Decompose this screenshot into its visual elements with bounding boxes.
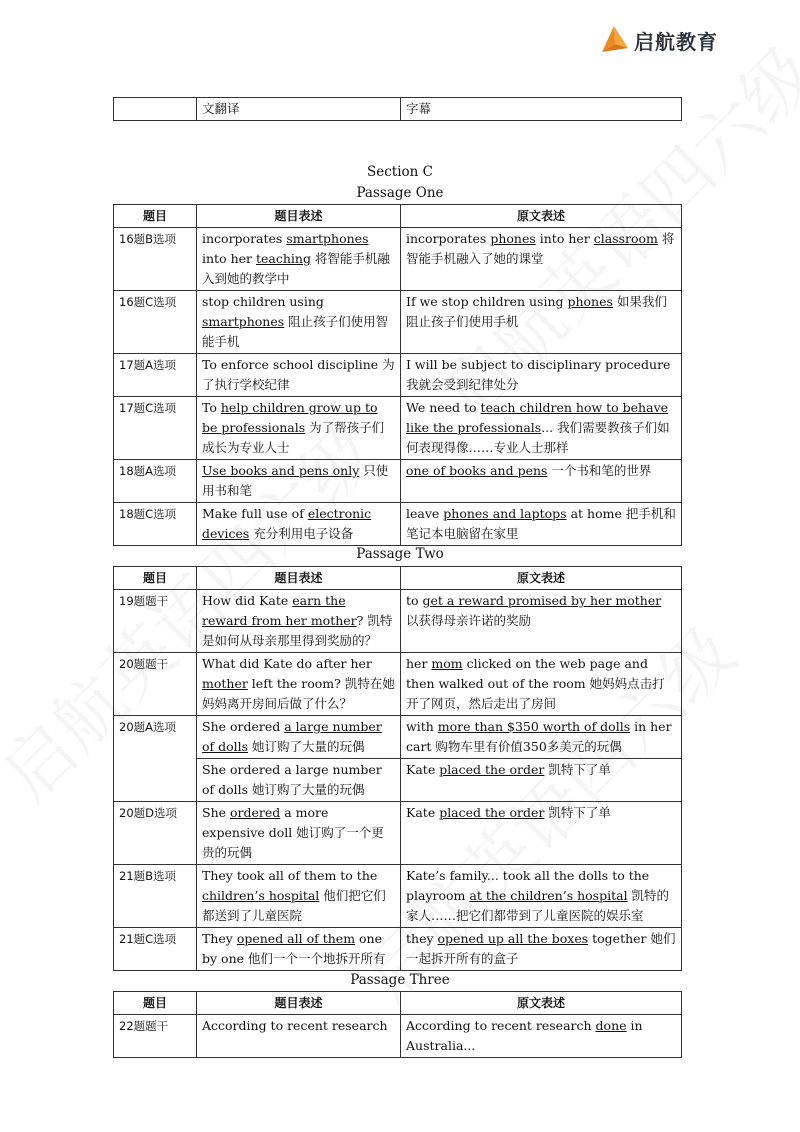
table-row: [114, 590, 682, 653]
column-header: 题目表述: [197, 567, 401, 590]
cell-text: phones: [490, 231, 536, 246]
cell-text: placed the order: [439, 762, 545, 777]
question-label: 21题C选项: [114, 928, 197, 971]
statement-cell: [197, 865, 401, 928]
statement-cell: [197, 716, 401, 759]
cell-text: 将智能手机融入到她的教学中: [202, 251, 390, 286]
cell-text: get a reward promised by her mother: [422, 593, 662, 608]
statement-cell: [197, 928, 401, 971]
cell-text: 将智能手机融入了她的课堂: [406, 231, 675, 266]
cell-text: They: [202, 931, 237, 946]
table-row: [114, 865, 682, 928]
statement-cell: [197, 460, 401, 503]
cell-text: If we stop children using: [406, 294, 568, 309]
statement-cell: [197, 759, 401, 802]
table-header-row: [114, 992, 682, 1015]
statement-cell: [197, 397, 401, 460]
cell-text: 她订购了大量的玩偶: [248, 739, 365, 754]
column-header: 原文表述: [401, 567, 682, 590]
cell-text: Use books and pens only: [202, 463, 360, 478]
table-header-row: [114, 205, 682, 228]
cell-text: to: [406, 593, 423, 608]
question-label: 18题A选项: [114, 460, 197, 503]
cell-text: 充分利用电子设备: [249, 526, 354, 541]
statement-cell: [197, 1015, 401, 1058]
cell-text: 凯特下了单: [544, 805, 611, 820]
cell-text: We need to: [406, 400, 481, 415]
original-text-cell: [401, 354, 682, 397]
cell-text: at home 把手机和笔记本电脑留在家里: [406, 506, 676, 541]
cell-text: How did Kate: [202, 593, 293, 608]
cell-text: smartphones: [286, 231, 369, 246]
cell-text: Make full use of: [202, 506, 308, 521]
cell-text: leave: [406, 506, 444, 521]
cell-text: teaching: [255, 251, 311, 266]
original-text-cell: [401, 759, 682, 802]
cell-text: done: [595, 1018, 627, 1033]
table-row: [114, 228, 682, 291]
statement-cell: [197, 291, 401, 354]
original-text-cell: [401, 460, 682, 503]
original-text-cell: [401, 1015, 682, 1058]
table-row: [114, 354, 682, 397]
table-row: [114, 1015, 682, 1058]
cell-text: electronic devices: [202, 506, 372, 541]
cell-text: help children grow up to be professionals: [202, 400, 378, 435]
cell-text: ... 我们需要教孩子们如何表现得像……专业人士那样: [406, 420, 670, 455]
cell-text: placed the order: [439, 805, 545, 820]
cell-text: ordered: [230, 805, 281, 820]
cell-text: more than $350 worth of dolls: [437, 719, 631, 734]
table-row: [114, 759, 682, 802]
cell-text: 一个书和笔的世界: [547, 463, 652, 478]
question-label: 19题题干: [114, 590, 197, 653]
original-text-cell: [401, 228, 682, 291]
cell-text: incorporates: [406, 231, 491, 246]
cell-text: a more expensive doll 她订购了一个更贵的玩偶: [202, 805, 384, 860]
cell-text: opened all of them: [236, 931, 356, 946]
column-header: 题目表述: [197, 992, 401, 1015]
cell-text: 以获得母亲许诺的奖励: [406, 613, 532, 628]
cell-text: phones and laptops: [443, 506, 567, 521]
cell-text: in Australia...: [406, 1018, 643, 1053]
question-label: 20题题干: [114, 653, 197, 716]
table-row: [114, 503, 682, 546]
cell-text: According to recent research: [202, 1018, 388, 1033]
table-cell: [114, 98, 197, 121]
cell-text: phones: [567, 294, 613, 309]
original-text-cell: [401, 590, 682, 653]
cell-text: stop children using: [202, 294, 324, 309]
cell-text: To: [202, 400, 221, 415]
statement-cell: [197, 802, 401, 865]
cell-text: She ordered: [202, 719, 285, 734]
question-label: 18题C选项: [114, 503, 197, 546]
cell-text: classroom: [593, 231, 658, 246]
cell-text: Kate: [406, 805, 440, 820]
cell-text: at the children’s hospital: [469, 888, 628, 903]
column-header: 题目: [114, 567, 197, 590]
cell-text: one by one 他们一个一个地拆开所有: [202, 931, 386, 966]
cell-text: incorporates: [202, 231, 287, 246]
question-label: 16题B选项: [114, 228, 197, 291]
original-text-cell: [401, 716, 682, 759]
brand-logo: [598, 22, 728, 58]
statement-cell: [197, 228, 401, 291]
cell-text: mother: [202, 676, 248, 691]
passage-title: Passage One: [356, 185, 444, 201]
question-label: 16题C选项: [114, 291, 197, 354]
cell-text: one of books and pens: [406, 463, 548, 478]
question-label: 22题题干: [114, 1015, 197, 1058]
statement-cell: [197, 354, 401, 397]
table-cell: 字幕: [401, 98, 682, 121]
cell-text: 他们把它们都送到了儿童医院: [202, 888, 386, 923]
cell-text: 如果我们阻止孩子们使用手机: [406, 294, 667, 329]
passage-title: Passage Two: [356, 546, 444, 562]
cell-text: According to recent research: [406, 1018, 596, 1033]
passage-title: Passage Three: [350, 972, 450, 988]
original-text-cell: [401, 397, 682, 460]
column-header: 题目表述: [197, 205, 401, 228]
cell-text: She: [202, 805, 230, 820]
cell-text: teach children how to behave like the professionals: [406, 400, 669, 435]
table-row: [114, 716, 682, 759]
cell-text: 为了帮孩子们成长为专业人士: [202, 420, 385, 455]
brand-sail-icon: [598, 24, 630, 56]
table-header-row: [114, 567, 682, 590]
section-title: Section C: [367, 164, 433, 180]
cell-text: a large number of dolls: [202, 719, 382, 754]
cell-text: clicked on the web page and then walked out of the room 她妈妈点击打开了网页，然后走出了房间: [406, 656, 665, 711]
cell-text: 阻止孩子们使用智能手机: [202, 314, 389, 349]
question-label: 21题B选项: [114, 865, 197, 928]
passage-two-table: [113, 566, 682, 971]
cell-text: ? 凯特是如何从母亲那里得到奖励的？: [202, 613, 393, 648]
question-label: 20题A选项: [114, 716, 197, 802]
cell-text: earn the reward from her mother: [202, 593, 357, 628]
question-label: 17题C选项: [114, 397, 197, 460]
cell-text: with: [406, 719, 438, 734]
column-header: 原文表述: [401, 205, 682, 228]
cell-text: To enforce school discipline 为了执行学校纪律: [202, 357, 395, 392]
cell-text: in her cart 购物车里有价值350多美元的玩偶: [406, 719, 672, 754]
original-text-cell: [401, 653, 682, 716]
cell-text: Kate’s family... took all the dolls to the playroom: [406, 868, 650, 903]
table-row: [114, 653, 682, 716]
column-header: 原文表述: [401, 992, 682, 1015]
original-text-cell: [401, 802, 682, 865]
cell-text: 凯特下了单: [544, 762, 611, 777]
cell-text: 凯特的家人……把它们都带到了儿童医院的娱乐室: [406, 888, 670, 923]
cell-text: together 她们一起拆开所有的盒子: [406, 931, 676, 966]
top-table: [113, 97, 682, 121]
cell-text: mom: [431, 656, 463, 671]
table-row: [114, 291, 682, 354]
table-row: [114, 928, 682, 971]
cell-text: opened up all the boxes: [437, 931, 589, 946]
column-header: 题目: [114, 205, 197, 228]
cell-text: they: [406, 931, 438, 946]
brand-name: 启航教育: [634, 29, 718, 54]
table-row: [114, 397, 682, 460]
table-row: [114, 460, 682, 503]
passage-three-table: [113, 991, 682, 1058]
cell-text: I will be subject to disciplinary procedure 我就会受到纪律处分: [406, 357, 671, 392]
column-header: 题目: [114, 992, 197, 1015]
cell-text: into her: [202, 251, 256, 266]
statement-cell: [197, 503, 401, 546]
table-cell: 文翻译: [197, 98, 401, 121]
question-label: 20题D选项: [114, 802, 197, 865]
original-text-cell: [401, 865, 682, 928]
original-text-cell: [401, 928, 682, 971]
cell-text: smartphones: [202, 314, 285, 329]
cell-text: left the room? 凯特在她妈妈离开房间后做了什么？: [202, 676, 395, 711]
original-text-cell: [401, 503, 682, 546]
table-row: [114, 802, 682, 865]
cell-text: into her: [535, 231, 594, 246]
original-text-cell: [401, 291, 682, 354]
cell-text: children’s hospital: [202, 888, 320, 903]
cell-text: She ordered a large number of dolls 她订购了大量的玩偶: [202, 762, 382, 797]
statement-cell: [197, 590, 401, 653]
cell-text: her: [406, 656, 432, 671]
statement-cell: [197, 653, 401, 716]
cell-text: 只使用书和笔: [202, 463, 389, 498]
cell-text: They took all of them to the: [202, 868, 378, 883]
question-label: 17题A选项: [114, 354, 197, 397]
cell-text: Kate: [406, 762, 440, 777]
table-row: [114, 98, 682, 121]
passage-one-table: [113, 204, 682, 546]
cell-text: What did Kate do after her: [202, 656, 372, 671]
